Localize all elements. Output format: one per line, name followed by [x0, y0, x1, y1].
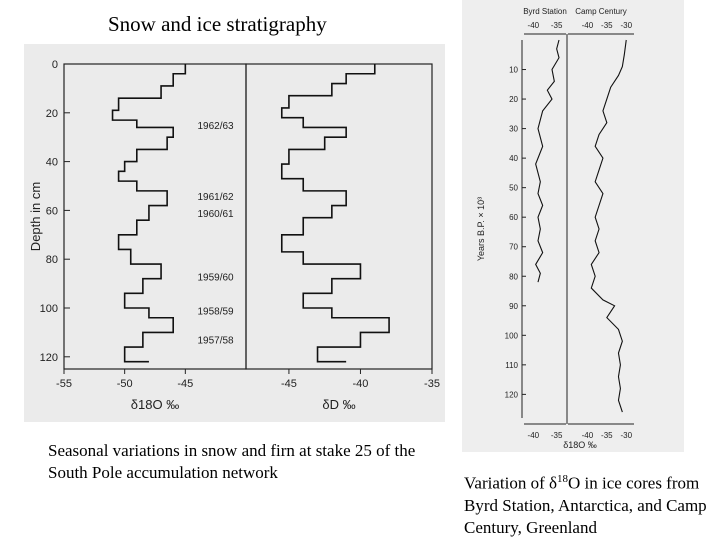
bottom-tick-label: -35 — [550, 431, 563, 440]
x-tick-label: -50 — [116, 378, 133, 390]
caption-ice-cores-prefix: Variation of — [464, 473, 549, 493]
south-pole-chart-panel — [24, 44, 445, 422]
year-annotation: 1959/60 — [197, 272, 234, 284]
x-tick-label: -55 — [56, 378, 72, 390]
y-tick-label: 30 — [509, 124, 518, 134]
y-tick-label: 120 — [39, 351, 58, 364]
caption-delta-symbol: δ — [548, 473, 557, 493]
top-tick-label: -40 — [527, 21, 540, 30]
y-tick-label: 0 — [51, 59, 58, 71]
y-tick-label: 10 — [509, 65, 518, 75]
x-axis-label: δD ‰ — [322, 397, 356, 412]
x-axis-label: δ18O ‰ — [563, 440, 597, 450]
y-tick-label: 100 — [39, 303, 58, 315]
year-annotation: 1961/62 — [197, 191, 234, 203]
bottom-tick-label: -35 — [601, 431, 613, 440]
caption-superscript: 18 — [557, 473, 568, 485]
year-annotation: 1960/61 — [197, 208, 234, 220]
top-tick-label: -30 — [620, 21, 633, 30]
ice-core-chart-panel — [462, 0, 684, 452]
bottom-tick-label: -40 — [581, 431, 594, 440]
y-tick-label: 100 — [504, 331, 518, 341]
y-tick-label: 20 — [45, 107, 58, 120]
y-axis-label: Depth in cm — [28, 181, 43, 252]
top-tick-label: -40 — [581, 21, 594, 30]
y-tick-label: 60 — [509, 213, 518, 223]
panel-title: Byrd Station — [523, 7, 567, 16]
y-tick-label: 40 — [45, 156, 58, 169]
y-tick-label: 70 — [509, 242, 518, 252]
year-annotation: 1962/63 — [197, 121, 234, 132]
ice-core-chart — [462, 0, 684, 452]
bottom-tick-label: -40 — [527, 431, 540, 440]
year-annotation: 1957/58 — [197, 335, 234, 347]
y-tick-label: 60 — [45, 205, 58, 218]
series-line-2 — [591, 40, 626, 412]
panel-title: Camp Century — [575, 7, 627, 16]
caption-ice-cores-suffix: O in ice cores from Byrd Station, Antarctica, and Camp Century, Greenland — [464, 473, 707, 537]
y-tick-label: 90 — [509, 301, 518, 311]
y-tick-label: 80 — [509, 272, 518, 282]
series-line-panel-1 — [113, 64, 186, 362]
x-tick-label: -40 — [352, 378, 369, 390]
y-axis-label: Years B.P. × 10³ — [476, 196, 486, 262]
plot-frame-2 — [246, 64, 432, 369]
y-tick-label: 120 — [504, 390, 518, 400]
south-pole-chart — [24, 44, 445, 422]
series-line-panel-2 — [282, 64, 389, 362]
series-line-1 — [536, 40, 559, 282]
y-tick-label: 40 — [509, 154, 518, 164]
x-tick-label: -35 — [424, 378, 440, 390]
year-annotation: 1958/59 — [197, 306, 234, 318]
top-tick-label: -35 — [550, 21, 563, 30]
caption-ice-cores — [464, 468, 716, 539]
x-tick-label: -45 — [280, 378, 297, 390]
top-tick-label: -35 — [601, 21, 613, 30]
y-tick-label: 50 — [509, 183, 518, 193]
slide-title: Snow and ice stratigraphy — [108, 12, 327, 36]
caption-south-pole: Seasonal variations in snow and firn at stake 25 of the South Pole accumulation network — [48, 441, 416, 482]
y-tick-label: 80 — [45, 254, 58, 267]
y-tick-label: 110 — [505, 360, 518, 370]
x-tick-label: -45 — [177, 378, 194, 390]
y-tick-label: 20 — [509, 95, 518, 105]
x-axis-label: δ18O ‰ — [130, 397, 180, 412]
bottom-tick-label: -30 — [620, 431, 633, 440]
